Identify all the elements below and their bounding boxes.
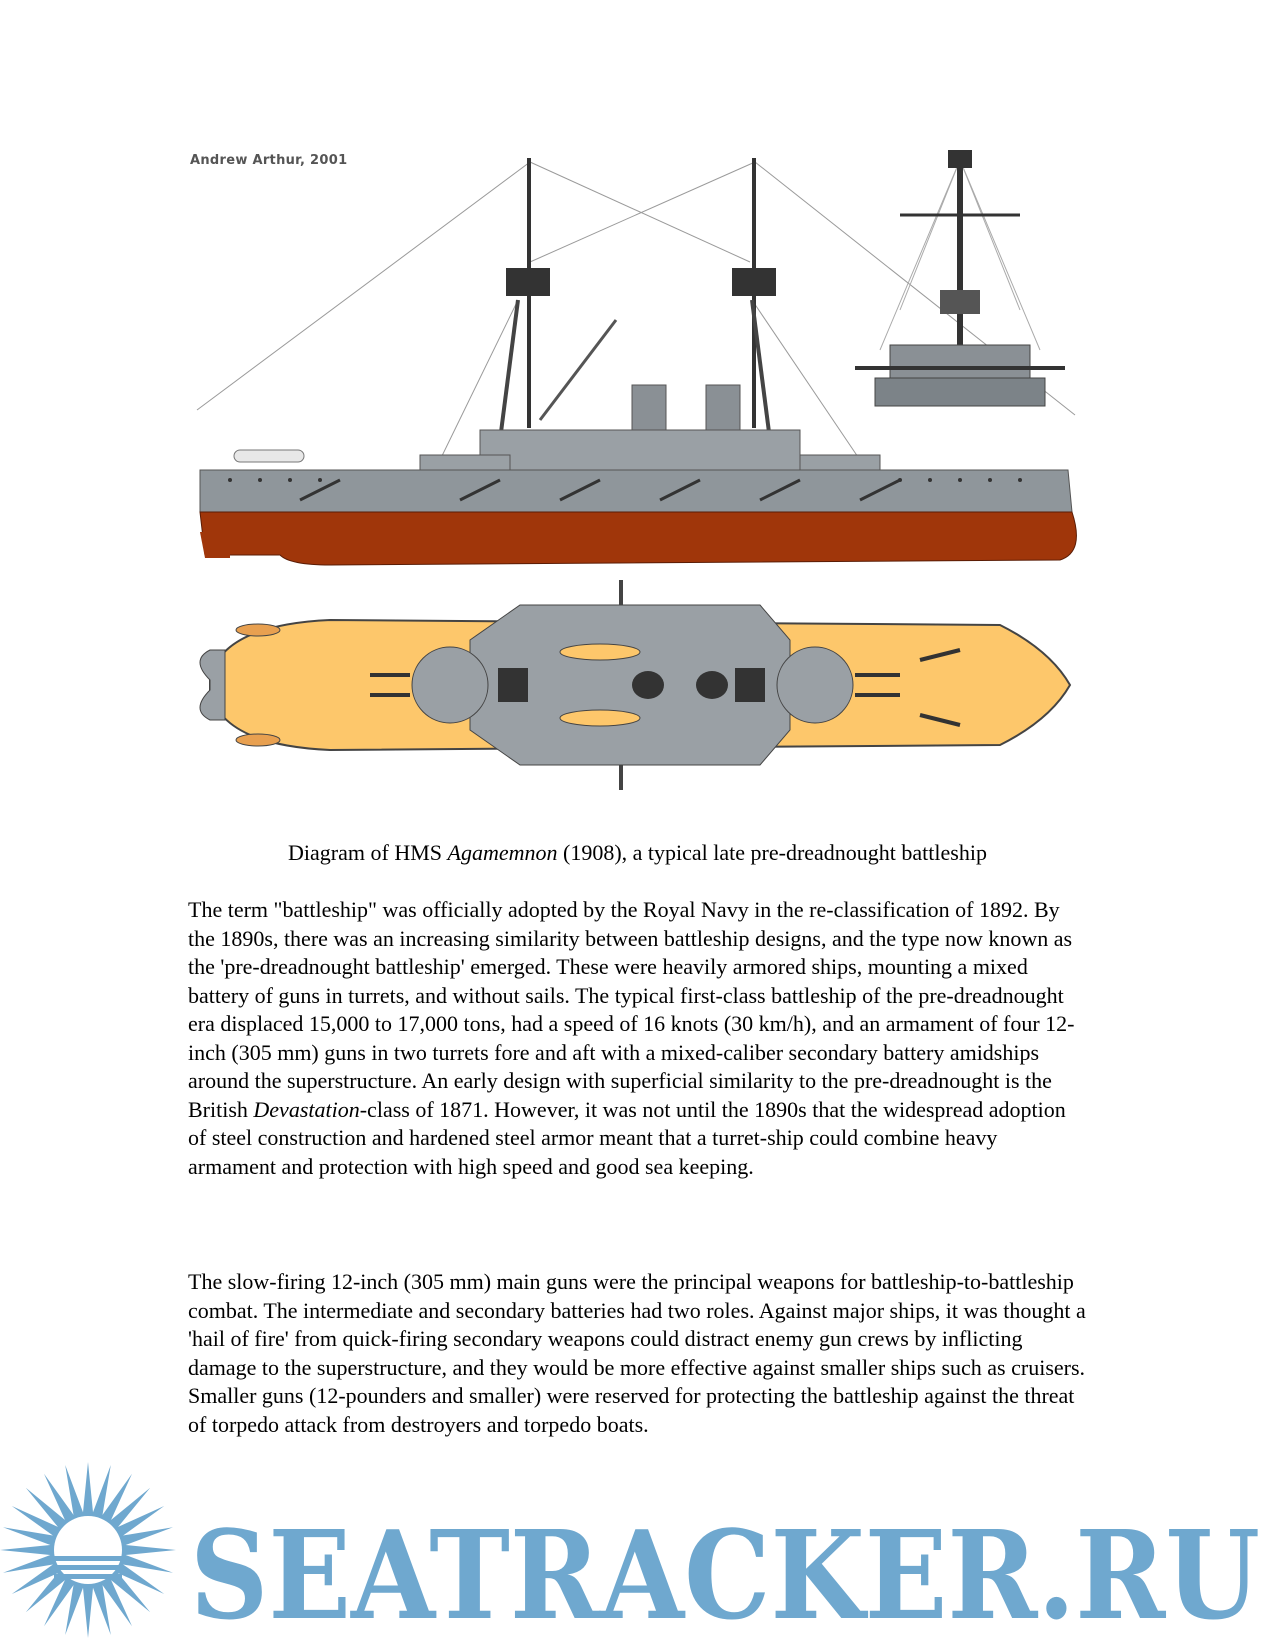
ship-deck-plan (200, 580, 1070, 790)
paragraph-1-part-1: The term "battleship" was officially adopted by the Royal Navy in the re-classification of 1892. By the 1890s, there was an increasing similarity between battleship designs, and the type now known as the 'pre-dreadnought battleship' emerged. These were heavily armored ships, mounting a mixed battery of guns in turrets, and without sails. The typical first-class battleship of the pre-dreadnought era displaced 15,000 to 17,000 tons, had a speed of 16 knots (30 km/h), and an armament of four 12-inch (305 mm) guns in two turrets fore and aft with a mixed-caliber secondary battery amidships around the superstructure. An early design with superficial similarity to the pre-dreadnought is the British (188, 897, 1075, 1122)
watermark-text: SEATRACKER.RU (190, 1503, 1260, 1638)
sea-stripe (54, 1556, 122, 1561)
sea-stripe (54, 1574, 122, 1579)
caption-prefix: Diagram of HMS (288, 840, 448, 865)
figure-caption (0, 840, 1275, 866)
ship-bow-view (855, 150, 1065, 406)
caption-ship-name: Agamemnon (447, 840, 558, 865)
illustration-credit: Andrew Arthur, 2001 (190, 153, 348, 168)
body-paragraph-1 (188, 896, 1088, 1181)
sun-disc (54, 1516, 122, 1584)
body-paragraph-2: The slow-firing 12-inch (305 mm) main guns were the principal weapons for battleship-to-battleship combat. The intermediate and secondary batteries had two roles. Against major ships, it was thought a 'hail of fire' from quick-firing secondary weapons could distract enemy gun crews by inflicting damage to the superstructure, and they would be more effective against smaller ships such as cruisers. Smaller guns (12-pounders and smaller) were reserved for protecting the battleship against the threat of torpedo attack from destroyers and torpedo boats. (188, 1269, 1086, 1437)
paragraph-1-italic: Devastation (253, 1096, 360, 1122)
watermark-footer (0, 1458, 1275, 1638)
paragraph-1-part-2: -class of 1871. However, it was not until the 1890s that the widespread adoption of steel construction and hardened steel armor meant that a turret-ship could combine heavy armament and protection with high speed and good sea keeping. (188, 1096, 1066, 1179)
sea-stripe (54, 1565, 122, 1570)
caption-suffix: (1908), a typical late pre-dreadnought battleship (557, 840, 987, 865)
sun-logo-icon (0, 1462, 176, 1638)
